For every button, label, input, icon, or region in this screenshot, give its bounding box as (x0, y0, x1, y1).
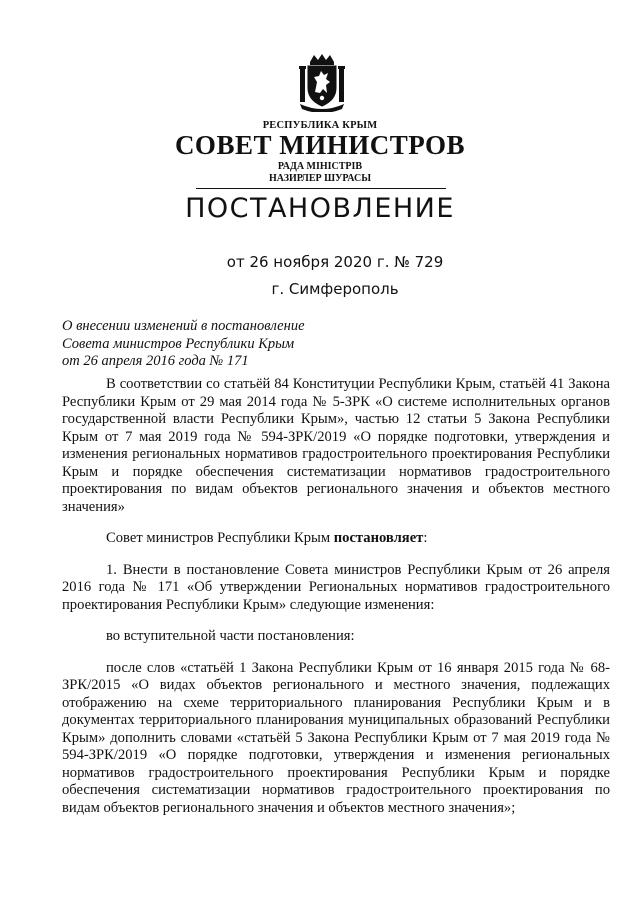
crimea-coat-of-arms-icon (296, 52, 348, 112)
decree-keyword: постановляет (333, 530, 424, 546)
subject-line: Совета министров Республики Крым (62, 335, 295, 352)
body-paragraph-preamble-section: во вступительной части постановления: (106, 628, 355, 644)
document-city: г. Симферополь (271, 280, 399, 298)
document-subject (62, 318, 305, 371)
body-paragraph-item-1: 1. Внести в постановление Совета министров Республики Крым от 26 апреля 2016 года № 171 «Об утверждении Региональных нормативов градостроительного проектирования Республики Крым» следующие изменения: (62, 561, 610, 613)
decree-lead-text: Совет министров Республики Крым (106, 530, 334, 546)
body-paragraph-preamble: В соответствии со статьёй 84 Конституции Республики Крым, статьёй 41 Закона Республики Крым от 29 мая 2014 года № 5-ЗРК «О системе исполнительных органов государственной власти Республики Крым», частью 12 статьи 5 Закона Республики Крым от 7 мая 2019 года № 594-ЗРК/2019 «О порядке подготовки, утверждения и изменения региональных нормативов градостроительного проектирования Республики Крым и порядке обеспечения систематизации нормативов градостроительного проектирования по видам объектов регионального значения и объектов местного значения» (62, 376, 610, 515)
council-title-crimean-tatar: НАЗИРЛЕР ШУРАСЫ (268, 173, 372, 184)
council-title-ukrainian: РАДА МІНІСТРІВ (277, 161, 363, 172)
council-title: СОВЕТ МИНИСТРОВ (174, 130, 466, 160)
body-paragraph-amendment: после слов «статьёй 1 Закона Республики Крым от 16 января 2015 года № 68-ЗРК/2015 «О видах объектов регионального и местного значения, подлежащих отображению на схеме территориального планирования Республики Крым и в документах территориального планирования муниципальных образований Республики Крым» дополнить словами «статьёй 5 Закона Республики Крым от 7 мая 2019 года № 594-ЗРК/2019 «О порядке подготовки, утверждения и изменения региональных нормативов градостроительного проектирования Республики Крым и порядке обеспечения систематизации нормативов градостроительного проектирования по видам объектов регионального значения и объектов местного значения»; (62, 659, 610, 816)
subject-line: О внесении изменений в постановление (62, 318, 305, 334)
document-date-number: от 26 ноября 2020 г. № 729 (226, 253, 444, 271)
document-body (62, 376, 610, 817)
body-paragraph-decree (62, 530, 610, 548)
decree-tail-text: : (423, 530, 428, 546)
subject-line: от 26 апреля 2016 года № 171 (62, 353, 249, 369)
republic-name: РЕСПУБЛИКА КРЫМ (262, 120, 378, 131)
header-divider (196, 188, 446, 189)
document-type-title: ПОСТАНОВЛЕНИЕ (185, 193, 455, 224)
